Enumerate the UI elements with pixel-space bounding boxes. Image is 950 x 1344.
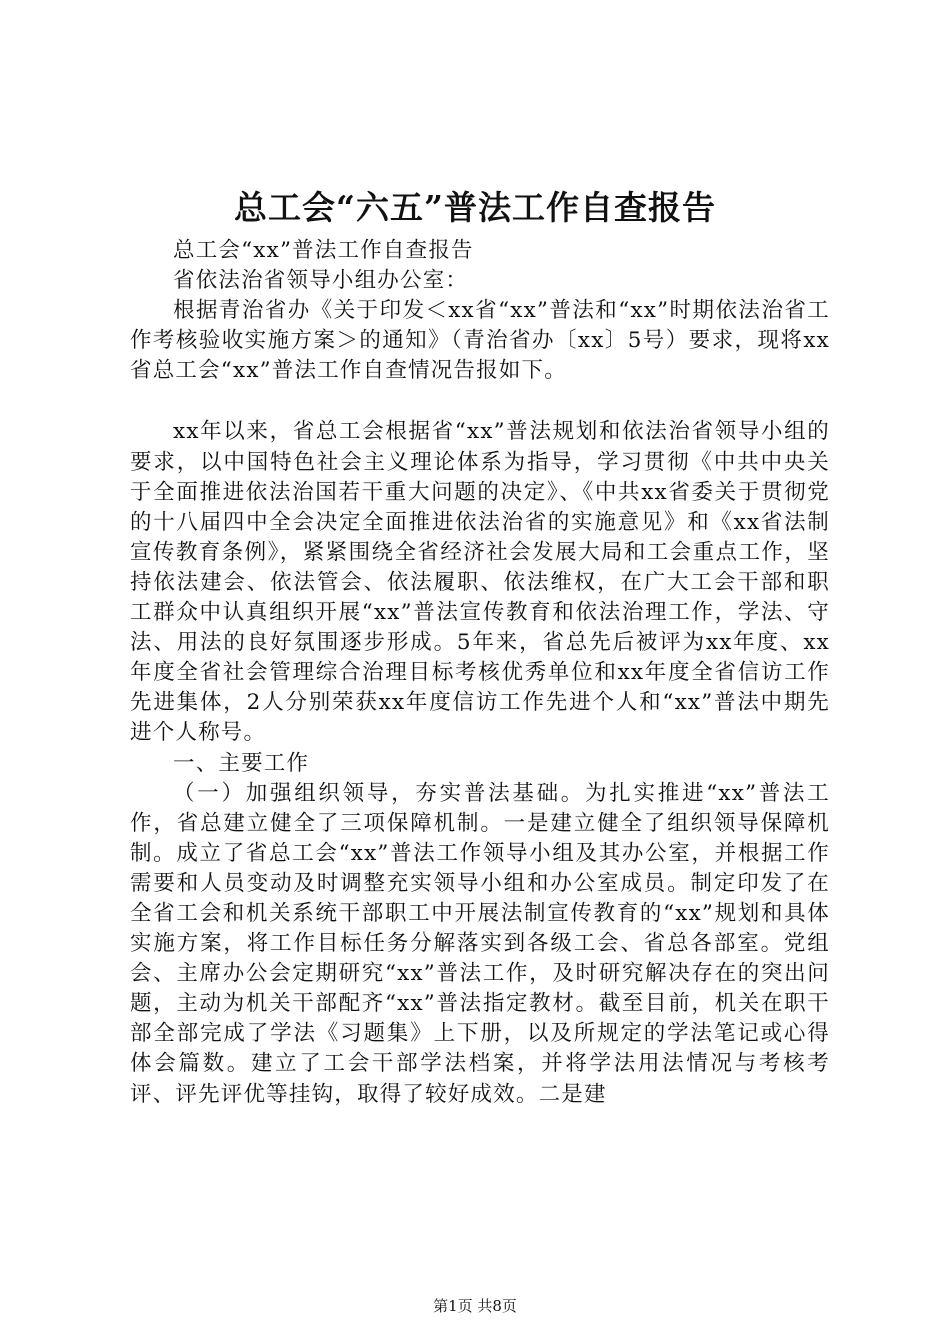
- addressee-paragraph: 省依法治省领导小组办公室：: [173, 268, 469, 294]
- subtitle-paragraph: 总工会“xx”普法工作自查报告: [173, 238, 474, 263]
- section-heading: 一、主要工作: [173, 750, 310, 776]
- intro-paragraph: 根据青治省办《关于印发＜xx省“xx”普法和“xx”时期依法治省工作考核验收实施方案＞的通知》（青治省办〔xx〕5号）要求，现将xx省总工会“xx”普法工作自查情况告报如下。: [130, 298, 830, 384]
- overview-paragraph: xx年以来，省总工会根据省“xx”普法规划和依法治省领导小组的要求，以中国特色社会主义理论体系为指导，学习贯彻《中共中央关于全面推进依法治国若干重大问题的决定》、《中共xx省委关于贯彻党的十八届四中全会决定全面推进依法治省的实施意见》和《xx省法制宣传教育条例》，紧紧围绕全省经济社会发展大局和工会重点工作，坚持依法建会、依法管会、依法履职、依法维权，在广大工会干部和职工群众中认真组织开展“xx”普法宣传教育和依法治理工作，学法、守法、用法的良好氛围逐步形成。5年来，省总先后被评为xx年度、xx年度全省社会管理综合治理目标考核优秀单位和xx年度全省信访工作先进集体，2人分别荣获xx年度信访工作先进个人和“xx”普法中期先进个人称号。: [130, 419, 830, 746]
- section-one-paragraph: （一）加强组织领导，夯实普法基础。为扎实推进“xx”普法工作，省总建立健全了三项保障机制。一是建立健全了组织领导保障机制。成立了省总工会“xx”普法工作领导小组及其办公室，并根据工作需要和人员变动及时调整充实领导小组和办公室成员。制定印发了在全省工会和机关系统干部职工中开展法制宣传教育的“xx”规划和具体实施方案，将工作目标任务分解落实到各级工会、省总各部室。党组会、主席办公会定期研究“xx”普法工作，及时研究解决存在的突出问题，主动为机关干部配齐“xx”普法指定教材。截至目前，机关在职干部全部完成了学法《习题集》上下册，以及所规定的学法笔记或心得体会篇数。建立了工会干部学法档案，并将学法用法情况与考核考评、评先评优等挂钩，取得了较好成效。二是建: [130, 780, 830, 1107]
- page-number-footer: 第1页 共8页: [433, 1297, 517, 1315]
- document-title: 总工会“六五”普法工作自查报告: [234, 188, 716, 227]
- document-body: [130, 236, 830, 1110]
